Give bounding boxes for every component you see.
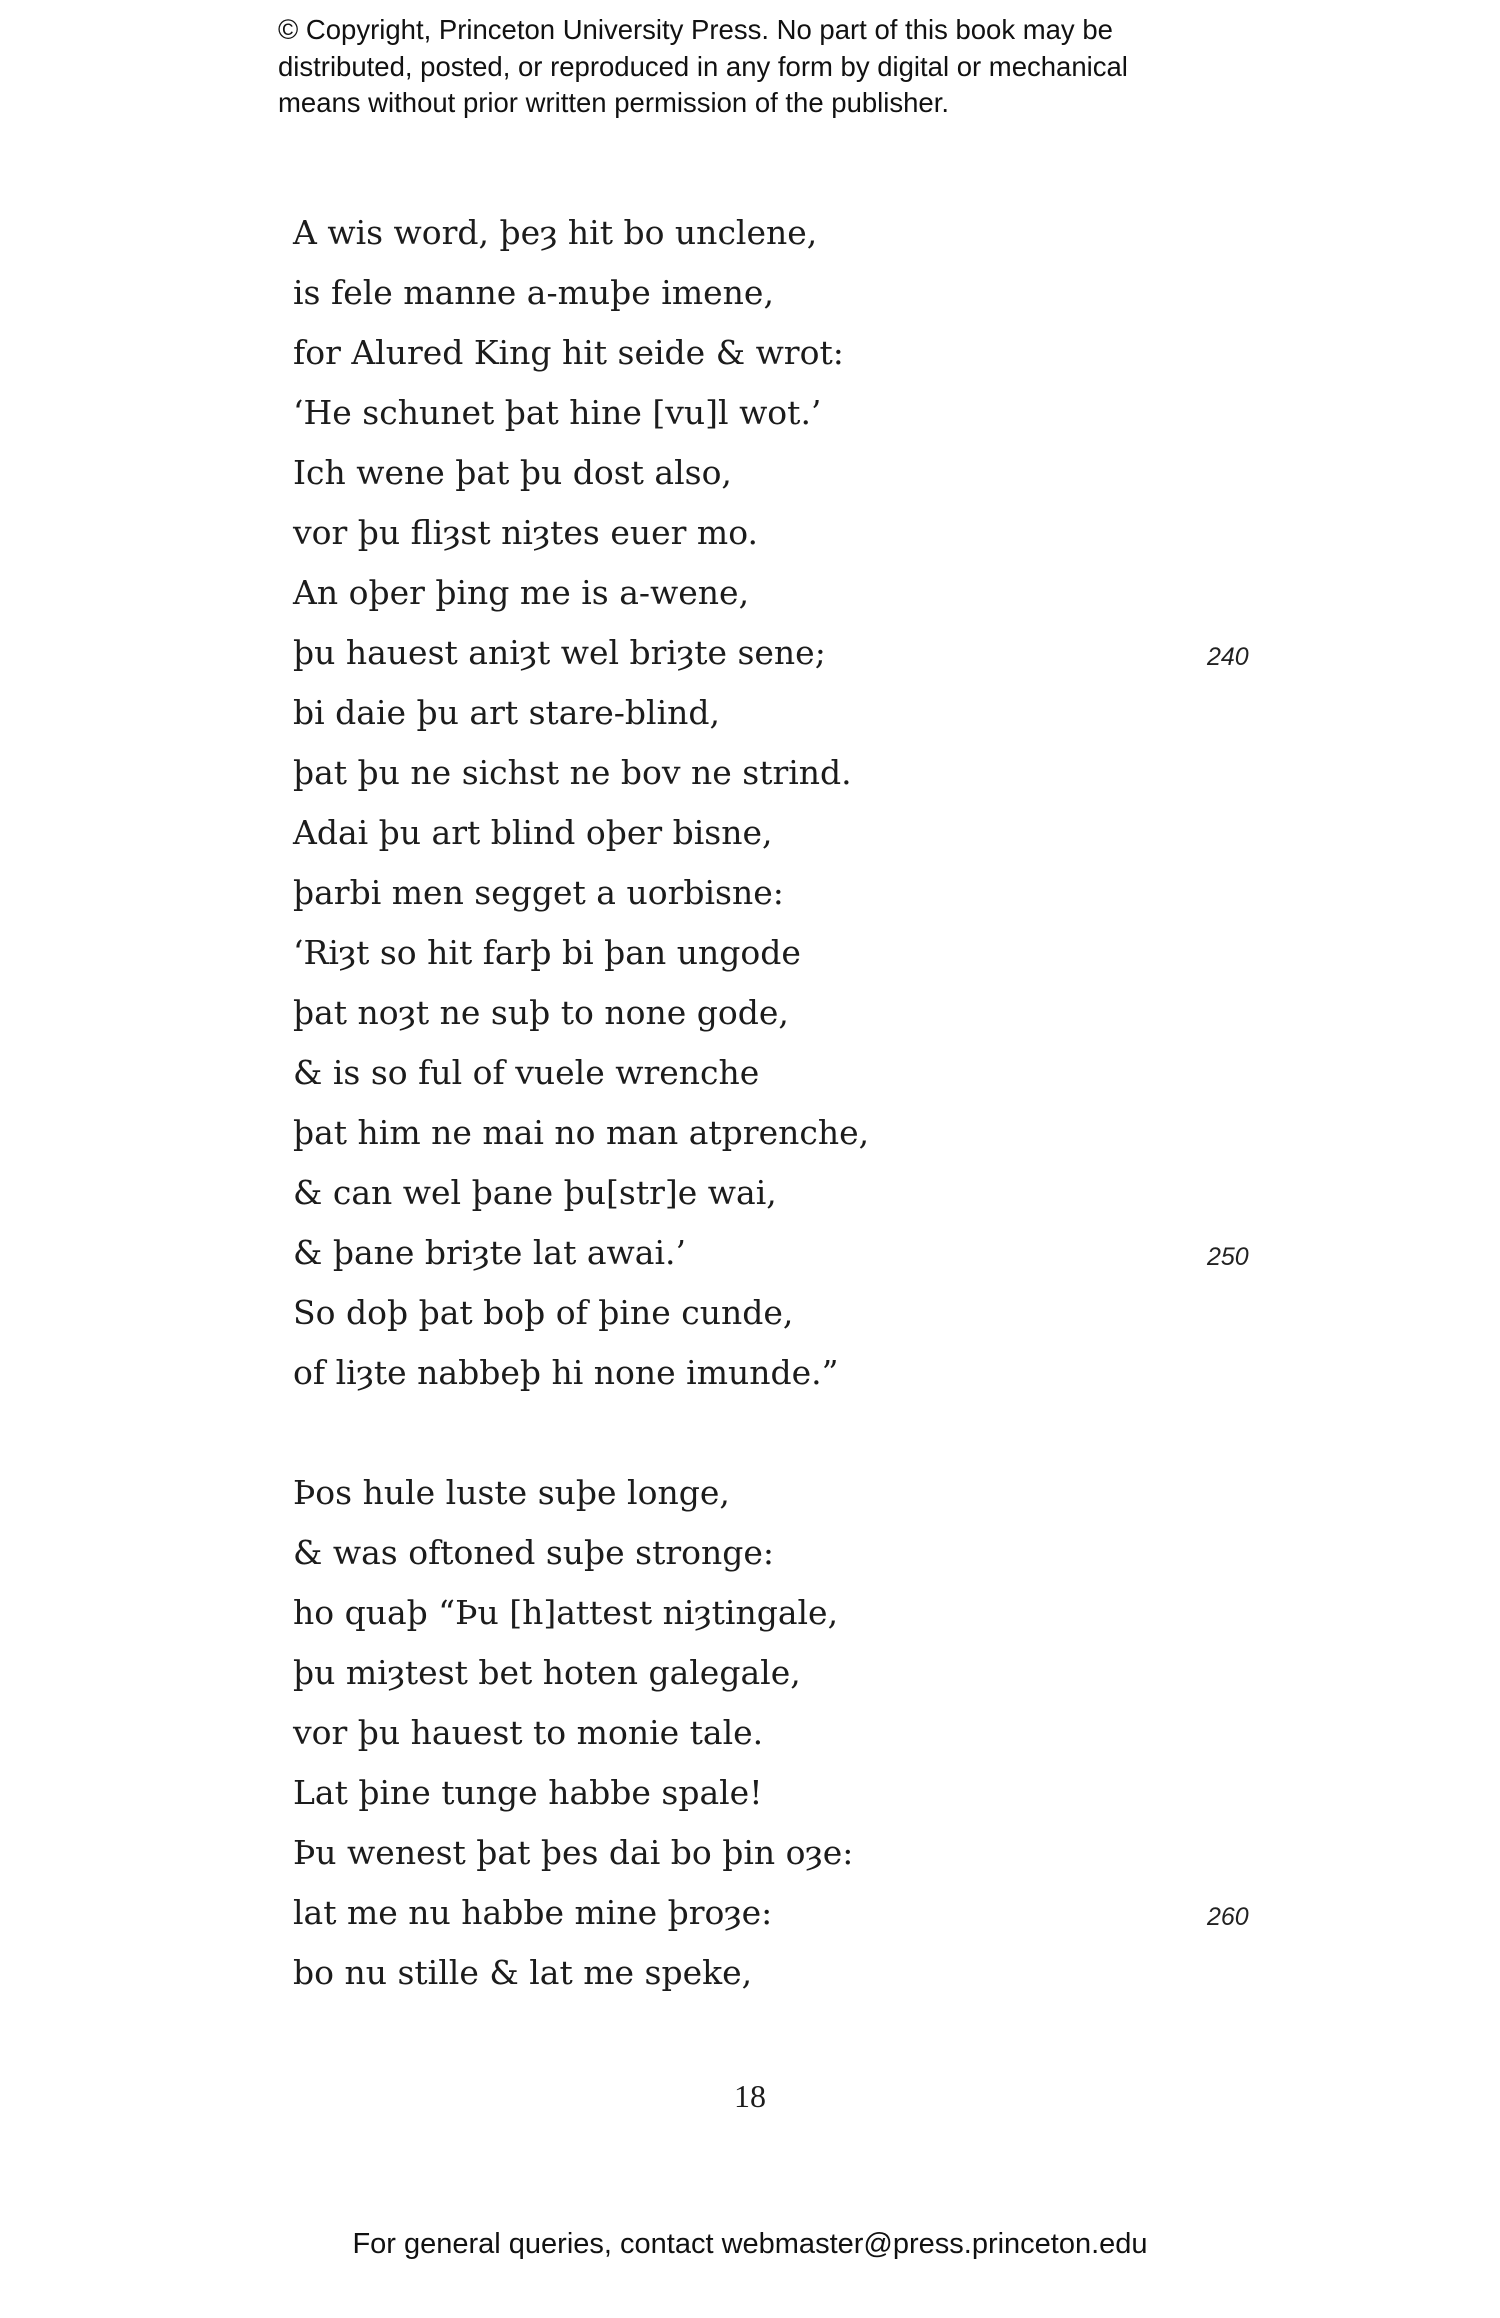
verse-line: & was oftoned suþe stronge: — [293, 1533, 775, 1572]
verse-line: þu miȝtest bet hoten galegale, — [293, 1653, 801, 1692]
verse-line: vor þu fliȝst niȝtes euer mo. — [293, 513, 758, 552]
copyright-line: © Copyright, Princeton University Press. No part of this book may be — [278, 14, 1113, 45]
verse-line: bo nu stille & lat me speke, — [293, 1953, 753, 1992]
verse-line: A wis word, þeȝ hit bo unclene, — [293, 213, 818, 252]
line-number: 260 — [1207, 1903, 1249, 1931]
verse-line: bi daie þu art stare-blind, — [293, 693, 721, 732]
copyright-line: distributed, posted, or reproduced in any form by digital or mechanical — [278, 50, 1128, 82]
verse-line: ho quaþ “Þu [h]attest niȝtingale, — [293, 1593, 839, 1632]
verse-line: þarbi men segget a uorbisne: — [293, 873, 784, 912]
verse-line: þat him ne mai no man atprenche, — [293, 1113, 870, 1152]
verse-line: & is so ful of vuele wrenche — [293, 1053, 760, 1092]
verse-line: An oþer þing me is a-wene, — [293, 573, 750, 612]
page-number: 18 — [734, 2078, 766, 2114]
verse-line: So doþ þat boþ of þine cunde, — [293, 1293, 794, 1332]
verse-line: þu hauest aniȝt wel briȝte sene; — [293, 633, 826, 672]
verse-line: Ich wene þat þu dost also, — [293, 453, 732, 492]
verse-line: & can wel þane þu[str]e wai, — [293, 1173, 777, 1212]
verse-line: & þane briȝte lat awai.’ — [293, 1233, 686, 1272]
copyright-line: means without prior written permission of the publisher. — [278, 87, 950, 118]
verse-line: þat noȝt ne suþ to none gode, — [293, 993, 789, 1032]
verse-line: Adai þu art blind oþer bisne, — [293, 813, 773, 852]
footer-contact: For general queries, contact webmaster@press.princeton.edu — [352, 2228, 1148, 2260]
verse-line: ‘He schunet þat hine [vu]l wot.’ — [293, 393, 822, 432]
verse-line: þat þu ne sichst ne bov ne strind. — [293, 753, 852, 792]
verse-line: lat me nu habbe mine þroȝe: — [293, 1893, 773, 1932]
verse-line: vor þu hauest to monie tale. — [293, 1713, 764, 1752]
verse-line: of liȝte nabbeþ hi none imunde.” — [293, 1353, 839, 1392]
line-number: 250 — [1207, 1243, 1249, 1271]
line-number: 240 — [1207, 643, 1249, 671]
verse-line: is fele manne a-muþe imene, — [293, 273, 774, 312]
verse-line: Þu wenest þat þes dai bo þin oȝe: — [293, 1833, 854, 1872]
verse-line: ‘Riȝt so hit farþ bi þan ungode — [293, 933, 801, 972]
poem-text — [293, 0, 1293, 2100]
verse-line: Lat þine tunge habbe spale! — [293, 1773, 763, 1812]
verse-line: Þos hule luste suþe longe, — [293, 1473, 730, 1512]
verse-line: for Alured King hit seide & wrot: — [293, 333, 844, 372]
